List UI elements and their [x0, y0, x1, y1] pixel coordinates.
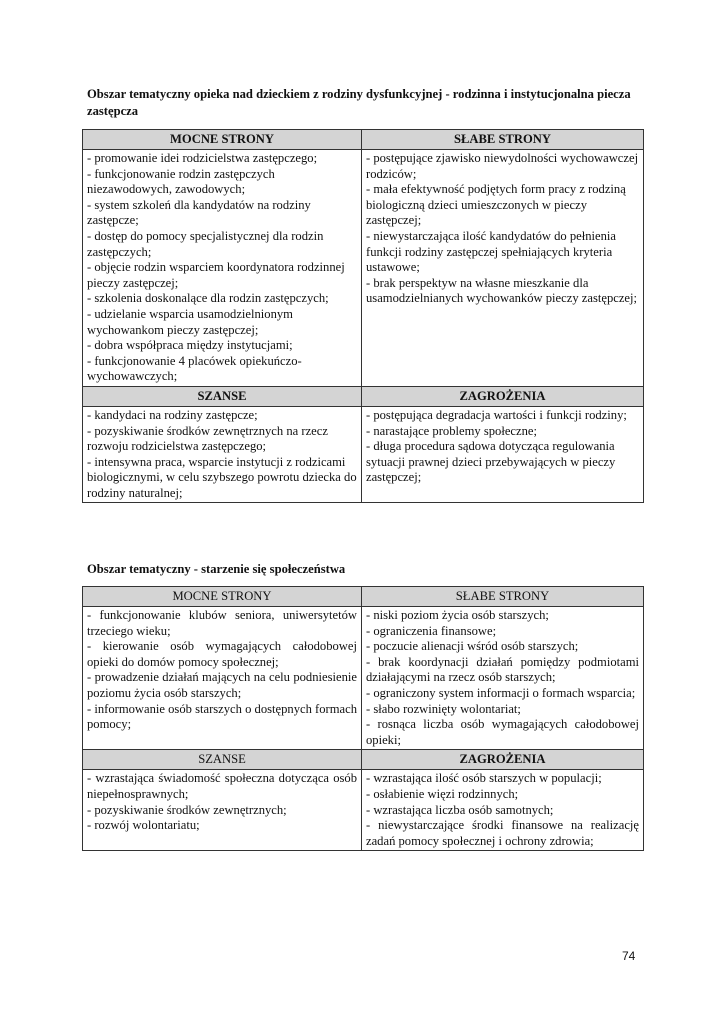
opportunities-cell	[83, 770, 362, 851]
list-item: - kandydaci na rodziny zastępcze;	[87, 407, 258, 422]
threats-header: ZAGROŻENIA	[362, 750, 644, 770]
list-item: - niewystarczające środki finansowe na realizację zadań pomocy społecznej i ochrony zdrowia;	[366, 818, 639, 848]
list-item: - niewystarczająca ilość kandydatów do pełnienia funkcji rodziny zastępczej spełniających kryteria ustawowe;	[366, 228, 617, 275]
swot-table-aging-society	[82, 586, 644, 851]
list-item: - osłabienie więzi rodzinnych;	[366, 786, 519, 801]
list-item: - prowadzenie działań mających na celu podniesienie poziomu życia osób starszych;	[87, 670, 357, 700]
weaknesses-header: SŁABE STRONY	[362, 130, 644, 150]
list-item: - rozwój wolontariatu;	[87, 818, 200, 833]
threats-cell	[362, 770, 644, 851]
list-item: - postępująca degradacja wartości i funkcji rodziny;	[366, 407, 627, 422]
list-item: - dobra współpraca między instytucjami;	[87, 338, 293, 353]
threats-cell	[362, 406, 644, 503]
list-item: - długa procedura sądowa dotycząca regulowania sytuacji prawnej dzieci przebywających w pieczy zastępczej;	[366, 439, 616, 485]
weaknesses-header: SŁABE STRONY	[362, 587, 644, 607]
list-item: - objęcie rodzin wsparciem koordynatora rodzinnej pieczy zastępczej;	[87, 260, 345, 290]
list-item: - brak koordynacji działań pomiędzy podmiotami działającymi na rzecz osób starszych;	[366, 654, 639, 685]
list-item: - poczucie alienacji wśród osób starszych;	[366, 639, 579, 654]
list-item: - słabo rozwinięty wolontariat;	[366, 701, 521, 716]
list-item: - narastające problemy społeczne;	[366, 423, 537, 438]
list-item: - brak perspektyw na własne mieszkanie dla usamodzielnianych wychowanków pieczy zastępczej;	[366, 275, 638, 306]
list-item: - pozyskiwanie środków zewnętrznych na rzecz rozwoju rodzicielstwa zastępczego;	[87, 423, 328, 454]
opportunities-header: SZANSE	[83, 386, 362, 406]
list-item: - mała efektywność podjętych form pracy z rodziną biologiczną dzieci umieszczonych w pieczy zastępczej;	[366, 182, 626, 228]
list-item: - promowanie idei rodzicielstwa zastępczego;	[87, 151, 318, 165]
list-item: - wzrastająca ilość osób starszych w populacji;	[366, 771, 602, 786]
list-item: - wzrastająca liczba osób samotnych;	[366, 802, 554, 817]
list-item: - udzielanie wsparcia usamodzielnionym wychowankom pieczy zastępczej;	[87, 306, 293, 337]
strengths-cell	[83, 150, 362, 387]
opportunities-cell	[83, 406, 362, 503]
list-item: - ograniczony system informacji o formach wsparcia;	[366, 685, 636, 700]
list-item: - intensywna praca, wsparcie instytucji z rodzicami biologicznymi, w celu szybszego powrotu dziecka do rodziny naturalnej;	[87, 454, 357, 500]
section-2-title: Obszar tematyczny - starzenie się społeczeństwa	[87, 562, 346, 576]
list-item: - ograniczenia finansowe;	[366, 623, 497, 638]
list-item: - rosnąca liczba osób wymagających całodobowej opieki;	[366, 717, 639, 747]
list-item: - system szkoleń dla kandydatów na rodziny zastępcze;	[87, 197, 311, 228]
opportunities-header: SZANSE	[83, 750, 362, 770]
strengths-header: MOCNE STRONY	[83, 130, 362, 150]
weaknesses-cell	[362, 607, 644, 750]
list-item: - funkcjonowanie 4 placówek opiekuńczo-wychowawczych;	[87, 353, 302, 384]
section-1-title: Obszar tematyczny opieka nad dzieckiem z rodziny dysfunkcyjnej - rodzinna i instytucjonalna piecza zastępcza	[87, 87, 631, 118]
list-item: - funkcjonowanie rodzin zastępczych niezawodowych, zawodowych;	[87, 166, 275, 197]
strengths-header: MOCNE STRONY	[83, 587, 362, 607]
list-item: - dostęp do pomocy specjalistycznej dla rodzin zastępczych;	[87, 228, 324, 259]
list-item: - postępujące zjawisko niewydolności wychowawczej rodziców;	[366, 151, 639, 181]
strengths-cell	[83, 607, 362, 750]
threats-header: ZAGROŻENIA	[362, 386, 644, 406]
list-item: - informowanie osób starszych o dostępnych formach pomocy;	[87, 701, 357, 732]
list-item: - pozyskiwanie środków zewnętrznych;	[87, 802, 287, 817]
list-item: - kierowanie osób wymagających całodobowej opieki do domów pomocy społecznej;	[87, 639, 357, 669]
swot-table-foster-care	[82, 129, 644, 503]
list-item: - szkolenia doskonalące dla rodzin zastępczych;	[87, 291, 329, 306]
page-number: 74	[622, 949, 636, 963]
list-item: - niski poziom życia osób starszych;	[366, 608, 549, 622]
weaknesses-cell	[362, 150, 644, 387]
list-item: - wzrastająca świadomość społeczna dotycząca osób niepełnosprawnych;	[87, 771, 357, 801]
list-item: - funkcjonowanie klubów seniora, uniwersytetów trzeciego wieku;	[87, 608, 357, 638]
